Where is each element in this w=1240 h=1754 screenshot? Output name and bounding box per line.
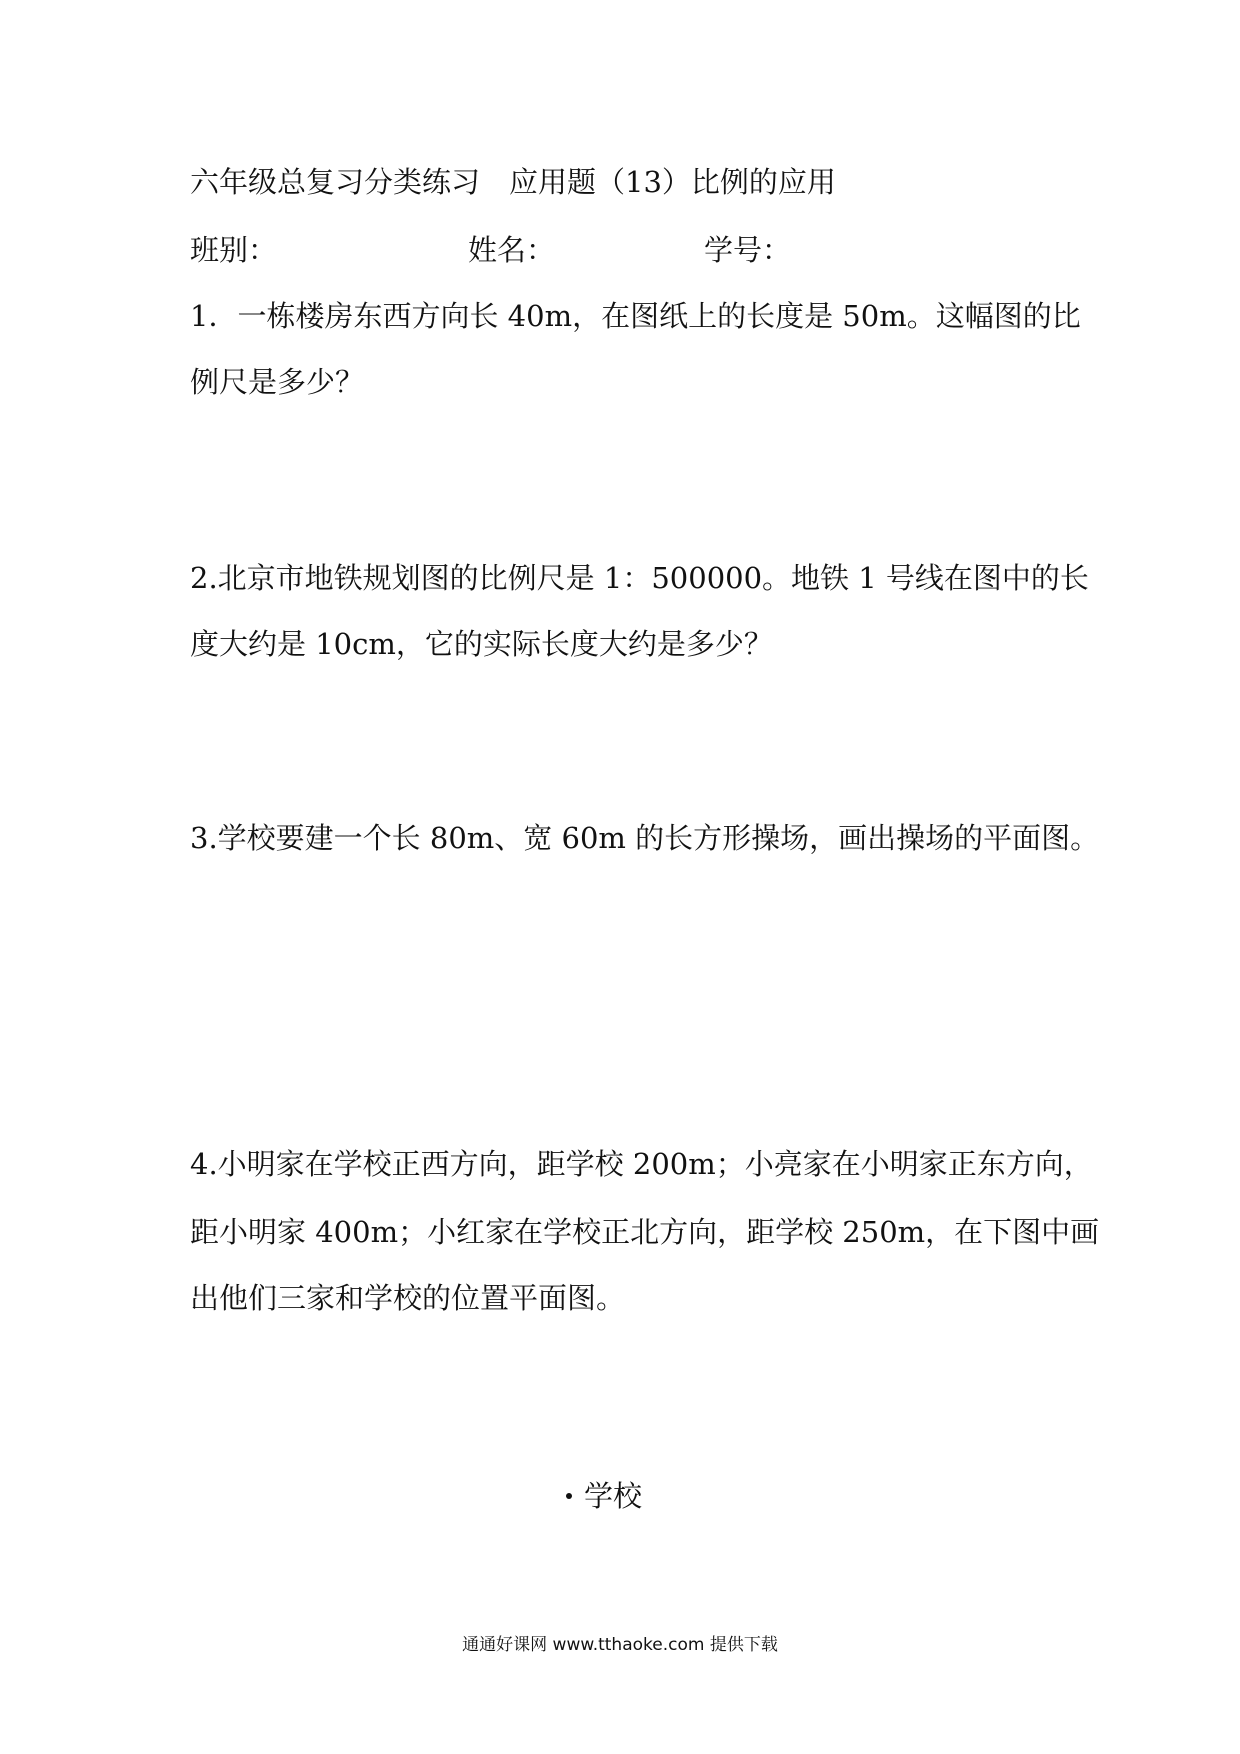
school-label: 学校 xyxy=(584,1479,643,1513)
student-number-field-label: 学号： xyxy=(704,233,792,267)
question-3-line-1: 3.学校要建一个长 80m、宽 60m 的长方形操场，画出操场的平面图。 xyxy=(190,821,1100,855)
school-dot-icon xyxy=(566,1493,572,1499)
question-4-line-3: 出他们三家和学校的位置平面图。 xyxy=(190,1281,626,1315)
question-2-line-2: 度大约是 10cm，它的实际长度大约是多少？ xyxy=(190,627,773,661)
question-4-line-2: 距小明家 400m；小红家在学校正北方向，距学校 250m，在下图中画 xyxy=(190,1215,1100,1249)
name-field-label: 姓名： xyxy=(468,233,556,267)
class-field-label: 班别： xyxy=(190,233,278,267)
question-4-line-1: 4.小明家在学校正西方向，距学校 200m；小亮家在小明家正东方向， xyxy=(190,1147,1093,1181)
worksheet-title: 六年级总复习分类练习 应用题（13）比例的应用 xyxy=(190,165,836,199)
question-1-line-1: 1．一栋楼房东西方向长 40m，在图纸上的长度是 50m。这幅图的比 xyxy=(190,299,1081,333)
question-1-line-2: 例尺是多少？ xyxy=(190,365,365,399)
footer-credit: 通通好课网 www.tthaoke.com 提供下载 xyxy=(462,1635,778,1655)
school-location-marker xyxy=(566,1478,642,1514)
question-2-line-1: 2.北京市地铁规划图的比例尺是 1：500000。地铁 1 号线在图中的长 xyxy=(190,561,1089,595)
